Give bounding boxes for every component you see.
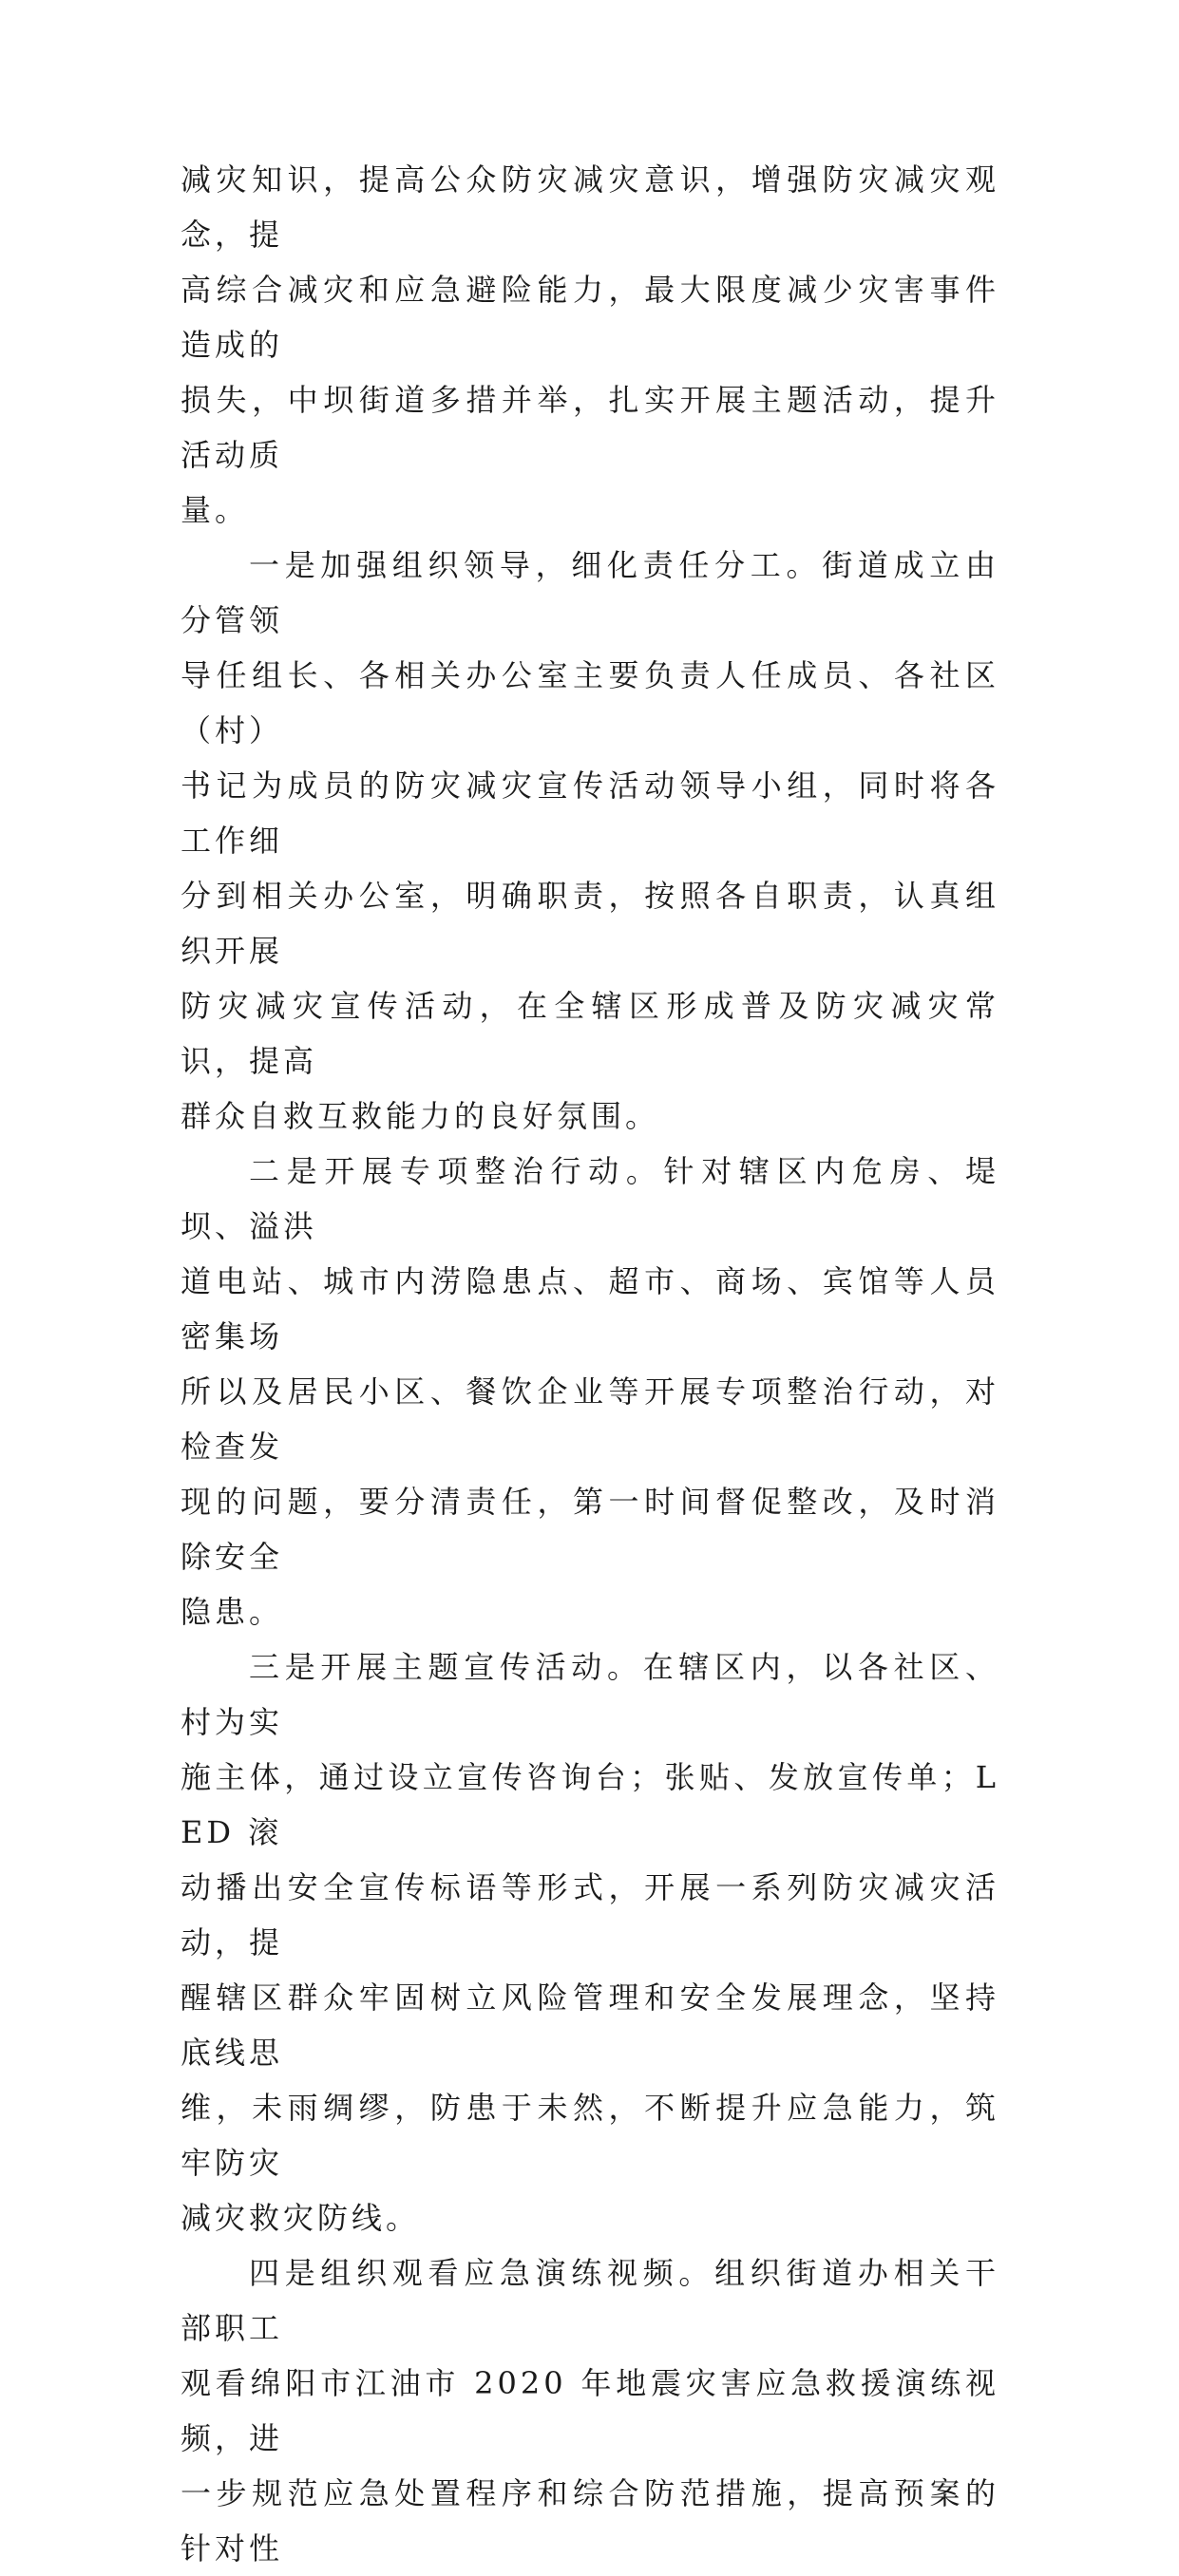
text-line: 分到相关办公室，明确职责，按照各自职责，认真组织开展 (181, 878, 999, 969)
text-line: 损失，中坝街道多措并举，扎实开展主题活动，提升活动质 (181, 382, 999, 473)
text-line: 现的问题，要分清责任，第一时间督促整改，及时消除安全 (181, 1484, 999, 1575)
text-line: 高综合减灾和应急避险能力，最大限度减少灾害事件造成的 (181, 272, 999, 363)
text-line: 减灾救灾防线。 (181, 2200, 421, 2236)
text-line: 所以及居民小区、餐饮企业等开展专项整治行动，对检查发 (181, 1373, 999, 1465)
text-line: 醒辖区群众牢固树立风险管理和安全发展理念，坚持底线思 (181, 1979, 999, 2071)
text-line: 动播出安全宣传标语等形式，开展一系列防灾减灾活动，提 (181, 1869, 999, 1960)
text-line: 防灾减灾宣传活动，在全辖区形成普及防灾减灾常识，提高 (181, 988, 999, 1079)
text-line: 减灾知识，提高公众防灾减灾意识，增强防灾减灾观念，提 (181, 161, 999, 253)
text-line: 量。 (181, 492, 250, 528)
paragraph-special-rectification (181, 1144, 999, 1639)
text-line: 一步规范应急处置程序和综合防范措施，提高预案的针对性 (181, 2475, 999, 2567)
text-line: 一是加强组织领导，细化责任分工。街道成立由分管领 (181, 547, 999, 638)
text-line: 维，未雨绸缪，防患于未然，不断提升应急能力，筑牢防灾 (181, 2090, 999, 2181)
text-line: 二是开展专项整治行动。针对辖区内危房、堤坝、溢洪 (181, 1153, 999, 1244)
text-line: 书记为成员的防灾减灾宣传活动领导小组，同时将各工作细 (181, 767, 999, 859)
text-line: 隐患。 (181, 1594, 284, 1630)
paragraph-intro-continuation (181, 152, 999, 538)
text-line: 道电站、城市内涝隐患点、超市、商场、宾馆等人员密集场 (181, 1263, 999, 1354)
text-line: 群众自救互救能力的良好氛围。 (181, 1098, 660, 1134)
text-line: 三是开展主题宣传活动。在辖区内，以各社区、村为实 (181, 1649, 999, 1740)
text-line: 导任组长、各相关办公室主要负责人任成员、各社区（村） (181, 657, 999, 748)
text-line: 观看绵阳市江油市 2020 年地震灾害应急救援演练视频，进 (181, 2365, 999, 2456)
paragraph-theme-publicity (181, 1639, 999, 2245)
paragraph-drill-video (181, 2245, 999, 2576)
paragraph-organization-leadership (181, 538, 999, 1144)
text-line: 施主体，通过设立宣传咨询台；张贴、发放宣传单；LED 滚 (181, 1759, 999, 1850)
text-line: 四是组织观看应急演练视频。组织街道办相关干部职工 (181, 2255, 999, 2346)
document-body (181, 152, 999, 2576)
